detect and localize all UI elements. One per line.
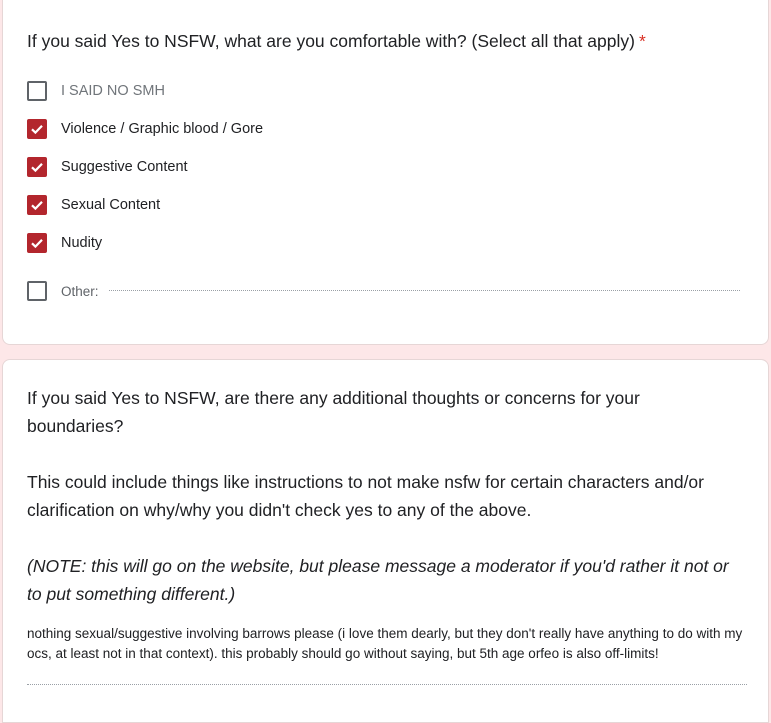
checkbox-checked-icon[interactable] (27, 157, 47, 177)
question-card-boundaries (2, 359, 769, 723)
checkbox-unchecked-icon[interactable] (27, 81, 47, 101)
option-label: Suggestive Content (61, 159, 188, 175)
question-title: If you said Yes to NSFW, are there any additional thoughts or concerns for your boundaries? (27, 388, 640, 436)
answer-textarea[interactable]: nothing sexual/suggestive involving barrows please (i love them dearly, but they don't really have anything to do with my ocs, at least not in that context). this probably should go without saying, but 5th age orfeo is also off-limits! (27, 626, 743, 661)
question-title: If you said Yes to NSFW, what are you comfortable with? (Select all that apply) * (27, 31, 646, 51)
checkbox-checked-icon[interactable] (27, 119, 47, 139)
checkbox-checked-icon[interactable] (27, 233, 47, 253)
question-description: This could include things like instructions to not make nsfw for certain characters and/or clarification on why/why you didn't check yes to any of the above. (27, 472, 704, 520)
checkbox-checked-icon[interactable] (27, 195, 47, 215)
option-label: Sexual Content (61, 197, 161, 213)
question-card-nsfw-comfort (2, 0, 769, 345)
required-asterisk: * (638, 31, 646, 51)
option-nudity[interactable] (27, 232, 102, 254)
question-note: (NOTE: this will go on the website, but please message a moderator if you'd rather it not or to put something different.) (27, 556, 729, 604)
option-label: Violence / Graphic blood / Gore (61, 121, 264, 137)
other-label: Other: (61, 283, 99, 299)
option-sexual[interactable] (27, 194, 160, 216)
option-i-said-no[interactable] (27, 80, 165, 102)
answer-underline (27, 684, 747, 685)
other-text-input[interactable] (109, 290, 740, 291)
checkbox-unchecked-icon[interactable] (27, 281, 47, 301)
option-label: Nudity (61, 235, 103, 251)
option-label: I SAID NO SMH (61, 83, 165, 99)
option-other[interactable] (27, 280, 99, 302)
option-suggestive[interactable] (27, 156, 188, 178)
option-violence[interactable] (27, 118, 263, 140)
